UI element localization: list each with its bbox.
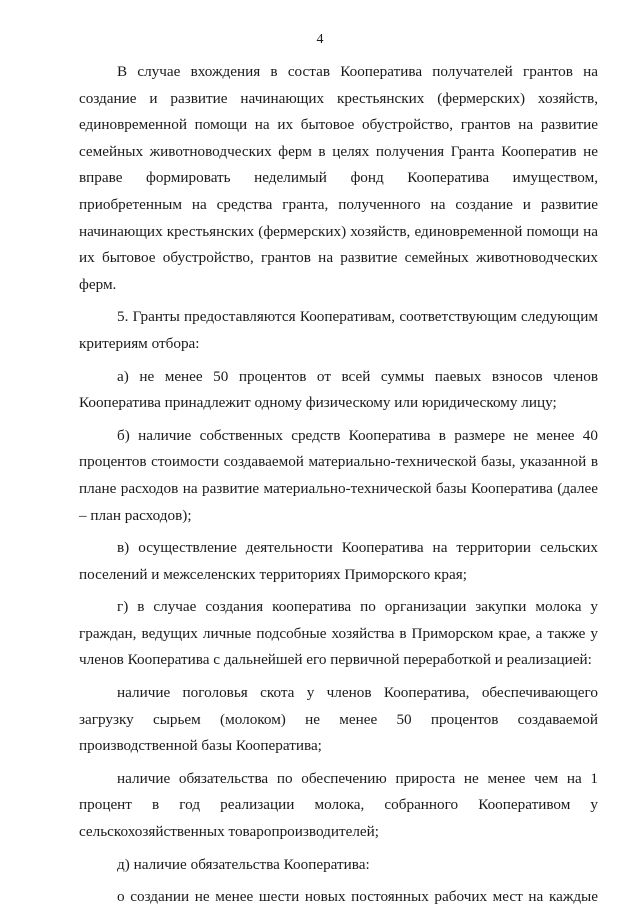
paragraph-new-jobs: о создании не менее шести новых постоянных рабочих мест на каждые: [117, 888, 598, 906]
paragraph-cooperative-grants: В случае вхождения в состав Кооператива получателей грантов на создание и развитие начинающих крестьянских (фермерских) хозяйств, единовременной помощи на их бытовое обустройство, грантов на развитие семейных животноводческих ферм в целях получения Гранта Кооператив не вправе формировать неделимый фонд Кооператива имуществом, приобретенным на средства гранта, полученного на создание и развитие начинающих крестьянских (фермерских) хозяйств, единовременной помощи на их бытовое обустройство, грантов на развитие семейных животноводческих ферм.: [79, 63, 598, 293]
paragraph-criterion-v: в) осуществление деятельности Кооператива на территории сельских поселений и межселенских территориях Приморского края;: [79, 539, 598, 583]
paragraph-criterion-d: д) наличие обязательства Кооператива:: [117, 855, 370, 873]
page-number: 4: [316, 32, 324, 47]
paragraph-criterion-b: б) наличие собственных средств Кооператива в размере не менее 40 процентов стоимости создаваемой материально-технической базы, указанной в плане расходов на развитие материально-технической базы Кооператива (далее – план расходов);: [79, 426, 598, 524]
paragraph-item-5: 5. Гранты предоставляются Кооперативам, соответствующим следующим критериям отбора:: [79, 308, 598, 352]
paragraph-criterion-a: а) не менее 50 процентов от всей суммы паевых взносов членов Кооператива принадлежит одному физическому или юридическому лицу;: [79, 367, 598, 412]
paragraph-growth-obligation: наличие обязательства по обеспечению прироста не менее чем на 1 процент в год реализации молока, собранного Кооперативом у сельскохозяйственных товаропроизводителей;: [79, 769, 598, 841]
paragraph-livestock: наличие поголовья скота у членов Кооператива, обеспечивающего загрузку сырьем (молоком) не менее 50 процентов создаваемой производственной базы Кооператива;: [79, 684, 598, 755]
paragraph-criterion-g: г) в случае создания кооператива по организации закупки молока у граждан, ведущих личные подсобные хозяйства в Приморском крае, а также у членов Кооператива с дальнейшей его первичной переработкой и реализацией:: [79, 598, 598, 669]
document-body: [79, 59, 598, 917]
